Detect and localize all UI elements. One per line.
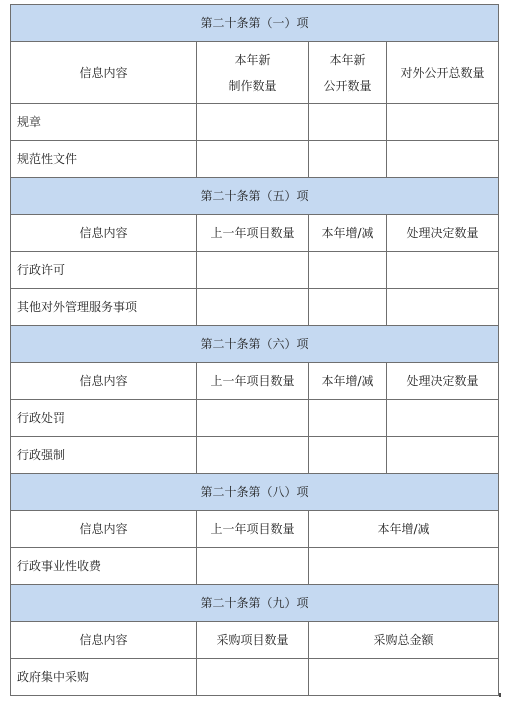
column-header-procurement-amount: 采购总金额: [309, 622, 499, 659]
header-line: 制作数量: [228, 78, 277, 93]
section-header: [11, 5, 499, 42]
column-header-content: 信息内容: [11, 42, 197, 104]
column-header-content: 信息内容: [11, 363, 197, 400]
column-header-row: [11, 42, 499, 104]
column-header-decisions: 处理决定数量: [387, 363, 499, 400]
column-header-content: 信息内容: [11, 215, 197, 252]
table-cell: [309, 289, 387, 326]
table-row: [11, 104, 499, 141]
table-cell: [309, 252, 387, 289]
table-cell: [309, 400, 387, 437]
disclosure-table: [10, 4, 499, 696]
section-title: 第二十条第（六）项: [11, 326, 499, 363]
table-row: [11, 659, 499, 696]
table-cell: [197, 659, 309, 696]
header-line: 本年新: [329, 52, 366, 67]
section-title: 第二十条第（五）项: [11, 178, 499, 215]
table-cell: [197, 141, 309, 178]
table-row: [11, 141, 499, 178]
column-header-change: 本年增/减: [309, 363, 387, 400]
column-header-row: [11, 511, 499, 548]
section-title: 第二十条第（一）项: [11, 5, 499, 42]
column-header-procurement-count: 采购项目数量: [197, 622, 309, 659]
row-label: 规范性文件: [11, 141, 197, 178]
header-line: 公开数量: [323, 78, 372, 93]
table-cell: [197, 252, 309, 289]
table-cell: [309, 141, 387, 178]
table-row: [11, 289, 499, 326]
table-cell: [309, 659, 499, 696]
column-header-change: 本年增/减: [309, 215, 387, 252]
column-header-prior-count: 上一年项目数量: [197, 215, 309, 252]
table-cell: [309, 104, 387, 141]
row-label: 规章: [11, 104, 197, 141]
column-header-new-created: [197, 42, 309, 104]
table-row: [11, 437, 499, 474]
header-line: 本年新: [234, 52, 271, 67]
table-cell: [387, 252, 499, 289]
section-header: [11, 474, 499, 511]
column-header-prior-count: 上一年项目数量: [197, 363, 309, 400]
table-cell: [387, 289, 499, 326]
table-cell: [387, 141, 499, 178]
table-row: [11, 400, 499, 437]
row-label: 行政许可: [11, 252, 197, 289]
table-cell: [387, 104, 499, 141]
table-cell: [197, 289, 309, 326]
table-cell: [387, 400, 499, 437]
column-header-content: 信息内容: [11, 622, 197, 659]
row-label: 行政事业性收费: [11, 548, 197, 585]
column-header-new-published: [309, 42, 387, 104]
section-header: [11, 326, 499, 363]
table-cell: [309, 548, 499, 585]
column-header-row: [11, 215, 499, 252]
column-header-total-published: 对外公开总数量: [387, 42, 499, 104]
section-title: 第二十条第（九）项: [11, 585, 499, 622]
page-corner-mark: [499, 693, 501, 697]
table-cell: [387, 437, 499, 474]
row-label: 行政处罚: [11, 400, 197, 437]
table-row: [11, 252, 499, 289]
column-header-decisions: 处理决定数量: [387, 215, 499, 252]
table-cell: [197, 437, 309, 474]
section-header: [11, 178, 499, 215]
table-row: [11, 548, 499, 585]
section-header: [11, 585, 499, 622]
table-cell: [197, 104, 309, 141]
row-label: 政府集中采购: [11, 659, 197, 696]
column-header-row: [11, 363, 499, 400]
table-cell: [197, 400, 309, 437]
column-header-content: 信息内容: [11, 511, 197, 548]
column-header-prior-count: 上一年项目数量: [197, 511, 309, 548]
row-label: 其他对外管理服务事项: [11, 289, 197, 326]
column-header-row: [11, 622, 499, 659]
table-cell: [309, 437, 387, 474]
table-cell: [197, 548, 309, 585]
column-header-change: 本年增/减: [309, 511, 499, 548]
section-title: 第二十条第（八）项: [11, 474, 499, 511]
row-label: 行政强制: [11, 437, 197, 474]
